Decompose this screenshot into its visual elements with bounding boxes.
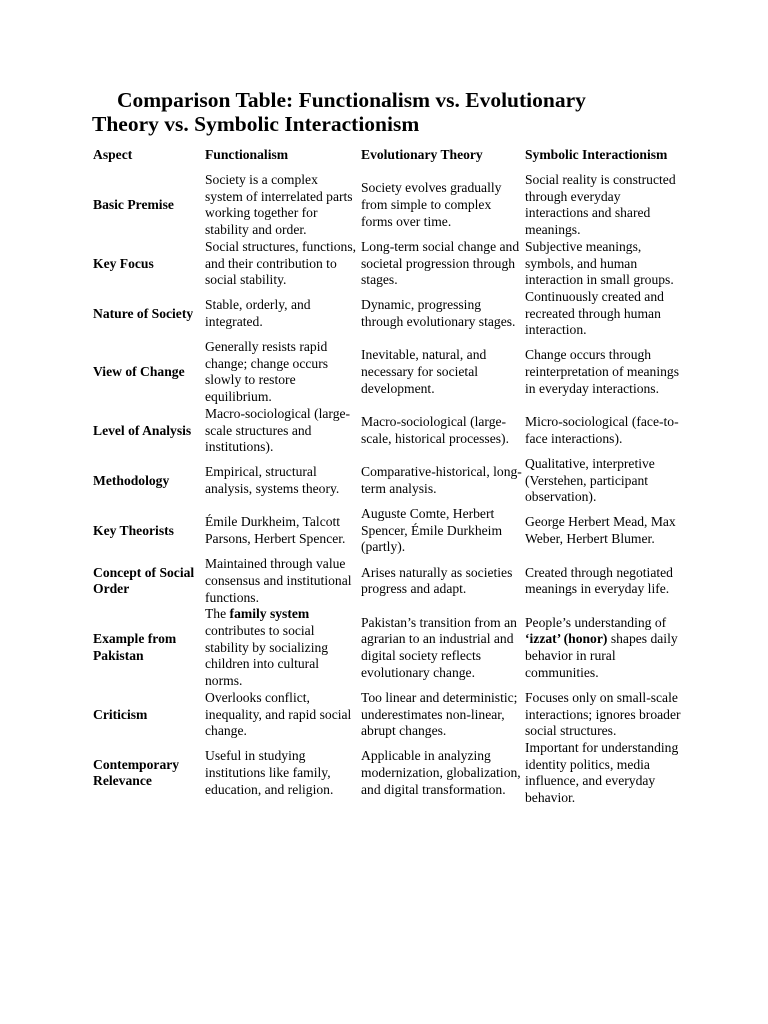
title-line-2: Theory vs. Symbolic Interactionism — [92, 112, 420, 136]
cell-text: People’s understanding of — [525, 614, 667, 630]
title-line-1: Comparison Table: Functionalism vs. Evolutionary — [117, 88, 586, 112]
row-aspect: Key Theorists — [93, 522, 174, 538]
cell-functionalism: Maintained through value consensus and institutional functions. — [205, 556, 352, 605]
cell-functionalism: Useful in studying institutions like family, education, and religion. — [205, 748, 334, 797]
cell-symbolic — [524, 606, 682, 690]
cell-evolutionary: Applicable in analyzing modernization, globalization, and digital transformation. — [361, 748, 521, 797]
cell-symbolic: Focuses only on small-scale interactions; ignores broader social structures. — [525, 689, 681, 739]
cell-symbolic: Subjective meanings, symbols, and human interaction in small groups. — [525, 238, 674, 288]
cell-evolutionary: Society evolves gradually from simple to complex forms over time. — [361, 180, 502, 229]
column-header-aspect: Aspect — [93, 146, 133, 162]
comparison-table — [92, 138, 682, 807]
row-aspect: Example from Pakistan — [93, 631, 177, 664]
cell-text: The — [205, 606, 230, 622]
column-header-functionalism: Functionalism — [205, 146, 289, 162]
cell-symbolic: Important for understanding identity politics, media influence, and everyday behavior. — [525, 739, 679, 806]
document-title — [92, 88, 692, 136]
row-aspect: View of Change — [93, 364, 185, 380]
cell-functionalism: Society is a complex system of interrelated parts working together for stability and order. — [205, 172, 353, 238]
column-header-symbolic: Symbolic Interactionism — [525, 146, 668, 162]
cell-text: contributes to social stability by socializing children into cultural norms. — [205, 622, 329, 689]
cell-symbolic: Continuously created and recreated through human interaction. — [525, 288, 664, 338]
column-header-evolutionary: Evolutionary Theory — [361, 146, 483, 162]
cell-symbolic: Social reality is constructed through everyday interactions and shared meanings. — [525, 172, 676, 238]
cell-evolutionary: Inevitable, natural, and necessary for societal development. — [361, 347, 487, 396]
row-aspect: Concept of Social Order — [93, 564, 195, 597]
row-aspect: Contemporary Relevance — [93, 756, 180, 789]
cell-functionalism: Overlooks conflict, inequality, and rapid social change. — [205, 689, 352, 739]
cell-evolutionary: Dynamic, progressing through evolutionary stages. — [361, 297, 516, 329]
cell-symbolic: Change occurs through reinterpretation of meanings in everyday interactions. — [525, 347, 680, 396]
cell-evolutionary: Macro-sociological (large-scale, historical processes). — [361, 414, 509, 446]
row-aspect: Key Focus — [93, 255, 154, 271]
document-page — [92, 88, 692, 806]
cell-emphasis: ‘izzat’ (honor) — [525, 631, 608, 647]
cell-functionalism: Generally resists rapid change; change occurs slowly to restore equilibrium. — [205, 339, 329, 405]
table-row — [92, 606, 682, 690]
row-aspect: Nature of Society — [93, 305, 194, 321]
row-aspect: Basic Premise — [93, 197, 174, 213]
table-row — [92, 289, 682, 339]
cell-functionalism: Social structures, functions, and their contribution to social stability. — [205, 238, 357, 288]
cell-symbolic: Micro-sociological (face-to-face interactions). — [525, 414, 679, 446]
cell-text: shapes daily behavior in rural communities. — [525, 631, 678, 680]
table-row — [92, 456, 682, 506]
cell-evolutionary: Too linear and deterministic; underestimates non-linear, abrupt changes. — [361, 689, 518, 739]
table-row — [92, 406, 682, 456]
table-header-row — [92, 138, 682, 172]
row-aspect: Methodology — [93, 472, 170, 488]
cell-evolutionary: Pakistan’s transition from an agrarian to an industrial and digital society reflects evolutionary change. — [361, 614, 517, 680]
cell-emphasis: family system — [229, 606, 310, 622]
table-row — [92, 740, 682, 807]
cell-functionalism: Empirical, structural analysis, systems theory. — [205, 464, 340, 496]
cell-evolutionary: Auguste Comte, Herbert Spencer, Émile Durkheim (partly). — [361, 506, 503, 555]
table-row — [92, 506, 682, 556]
cell-symbolic: Created through negotiated meanings in everyday life. — [525, 564, 673, 597]
cell-functionalism: Macro-sociological (large-scale structures and institutions). — [205, 405, 351, 455]
table-row — [92, 339, 682, 406]
table-row — [92, 556, 682, 606]
cell-symbolic: George Herbert Mead, Max Weber, Herbert Blumer. — [525, 514, 676, 547]
cell-evolutionary: Comparative-historical, long-term analysis. — [361, 464, 522, 496]
row-aspect: Criticism — [93, 706, 148, 722]
cell-symbolic: Qualitative, interpretive (Verstehen, participant observation). — [525, 455, 655, 505]
cell-functionalism — [204, 606, 360, 690]
row-aspect: Level of Analysis — [93, 422, 192, 438]
table-row — [92, 172, 682, 239]
table-row — [92, 239, 682, 289]
cell-evolutionary: Arises naturally as societies progress and adapt. — [361, 564, 513, 597]
cell-evolutionary: Long-term social change and societal progression through stages. — [361, 238, 520, 288]
table-row — [92, 690, 682, 740]
cell-functionalism: Émile Durkheim, Talcott Parsons, Herbert Spencer. — [205, 514, 346, 547]
cell-functionalism: Stable, orderly, and integrated. — [205, 297, 311, 329]
